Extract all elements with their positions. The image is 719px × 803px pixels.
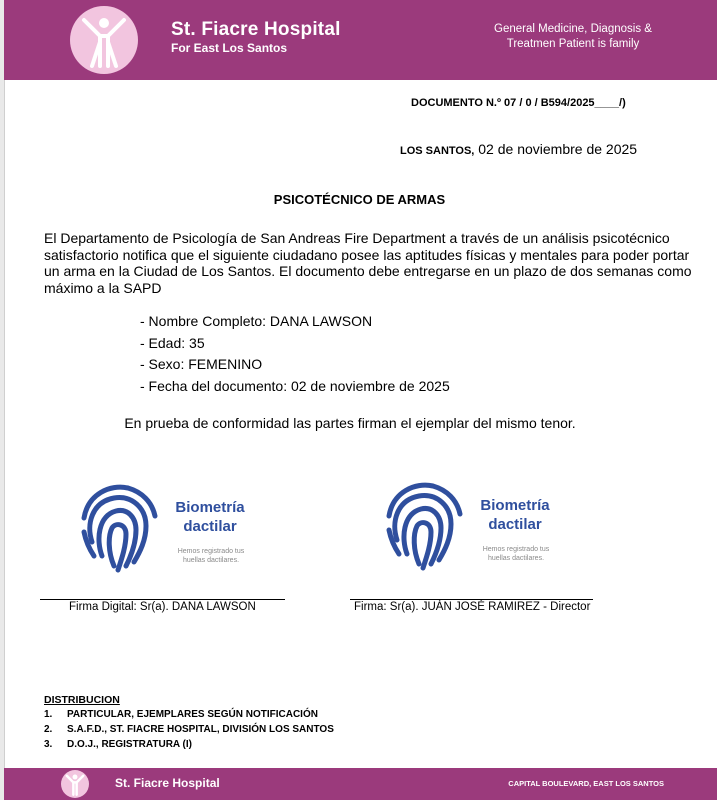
stamp-title-line1: Biometría bbox=[175, 499, 245, 516]
list-item bbox=[44, 724, 334, 739]
figure-icon bbox=[61, 770, 89, 798]
document-date: 02 de noviembre de 2025 bbox=[474, 141, 638, 157]
signature-line-right bbox=[350, 599, 593, 600]
list-item-text: S.A.F.D., ST. FIACRE HOSPITAL, DIVISIÓN LOS SANTOS bbox=[67, 724, 334, 735]
list-item-number: 2. bbox=[44, 724, 53, 735]
list-item bbox=[44, 739, 334, 754]
signature-line-left bbox=[40, 599, 285, 600]
list-item-text: D.O.J., REGISTRATURA (I) bbox=[67, 739, 192, 750]
stamp-title-line1: Biometría bbox=[480, 497, 550, 514]
person-details bbox=[140, 313, 450, 399]
stamp-note-line1: Hemos registrado tus bbox=[177, 548, 245, 555]
document-body: El Departamento de Psicología de San Andreas Fire Department a través de un análisis psicotécnico satisfactorio notifica que el siguiente ciudadano posee las aptitudes físicas y mentales para poder portar un arma en la Ciudad de Los Santos. El documento debe entregarse en un plazo de dos semanas como máximo a la SAPD bbox=[44, 230, 692, 296]
biometric-stamp-right bbox=[381, 478, 581, 578]
figure-icon bbox=[70, 6, 138, 74]
document-title: PSICOTÉCNICO DE ARMAS bbox=[273, 192, 446, 207]
detail-document-date: - Fecha del documento: 02 de noviembre de 2025 bbox=[140, 377, 450, 394]
list-item-text: PARTICULAR, EJEMPLARES SEGÚN NOTIFICACIÓN bbox=[67, 709, 318, 720]
stamp-note-line1: Hemos registrado tus bbox=[482, 546, 550, 553]
hospital-tagline: General Medicine, Diagnosis & Treatmen Patient is family bbox=[494, 23, 652, 50]
signature-label-left: Firma Digital: Sr(a). DANA LAWSON bbox=[69, 601, 256, 613]
fingerprint-icon bbox=[381, 478, 467, 574]
letterhead-footer bbox=[4, 768, 717, 800]
document-date-line bbox=[400, 141, 637, 157]
distribution-list bbox=[44, 709, 334, 754]
signature-label-right: Firma: Sr(a). JUÁN JOSÉ RAMIREZ - Director bbox=[354, 601, 591, 613]
biometric-stamp-left bbox=[76, 480, 276, 580]
document-number: DOCUMENTO N.º 07 / 0 / B594/2025____/) bbox=[411, 97, 626, 109]
letterhead-header bbox=[4, 0, 717, 80]
list-item bbox=[44, 709, 334, 724]
page-left-border bbox=[0, 0, 5, 800]
hospital-name: St. Fiacre Hospital bbox=[171, 19, 341, 40]
footer-hospital-name: St. Fiacre Hospital bbox=[115, 776, 220, 790]
hospital-subtitle: For East Los Santos bbox=[171, 41, 288, 55]
document-city: LOS SANTOS, bbox=[400, 145, 475, 157]
footer-logo bbox=[61, 770, 89, 798]
detail-sex: - Sexo: FEMENINO bbox=[140, 356, 263, 372]
stamp-note-line2: huellas dactilares. bbox=[182, 557, 240, 564]
fingerprint-icon bbox=[76, 480, 162, 576]
hospital-logo bbox=[70, 6, 138, 74]
footer-address: CAPITAL BOULEVARD, EAST LOS SANTOS bbox=[508, 779, 664, 788]
list-item-number: 3. bbox=[44, 739, 53, 750]
conformity-statement: En prueba de conformidad las partes firman el ejemplar del mismo tenor. bbox=[124, 415, 576, 431]
distribution-title: DISTRIBUCION bbox=[44, 694, 120, 706]
detail-name: - Nombre Completo: DANA LAWSON bbox=[140, 313, 373, 329]
stamp-title-line2: dactilar bbox=[183, 518, 237, 535]
list-item-number: 1. bbox=[44, 709, 53, 720]
stamp-note-line2: huellas dactilares. bbox=[487, 555, 545, 562]
stamp-title-line2: dactilar bbox=[488, 516, 542, 533]
detail-age: - Edad: 35 bbox=[140, 334, 205, 351]
